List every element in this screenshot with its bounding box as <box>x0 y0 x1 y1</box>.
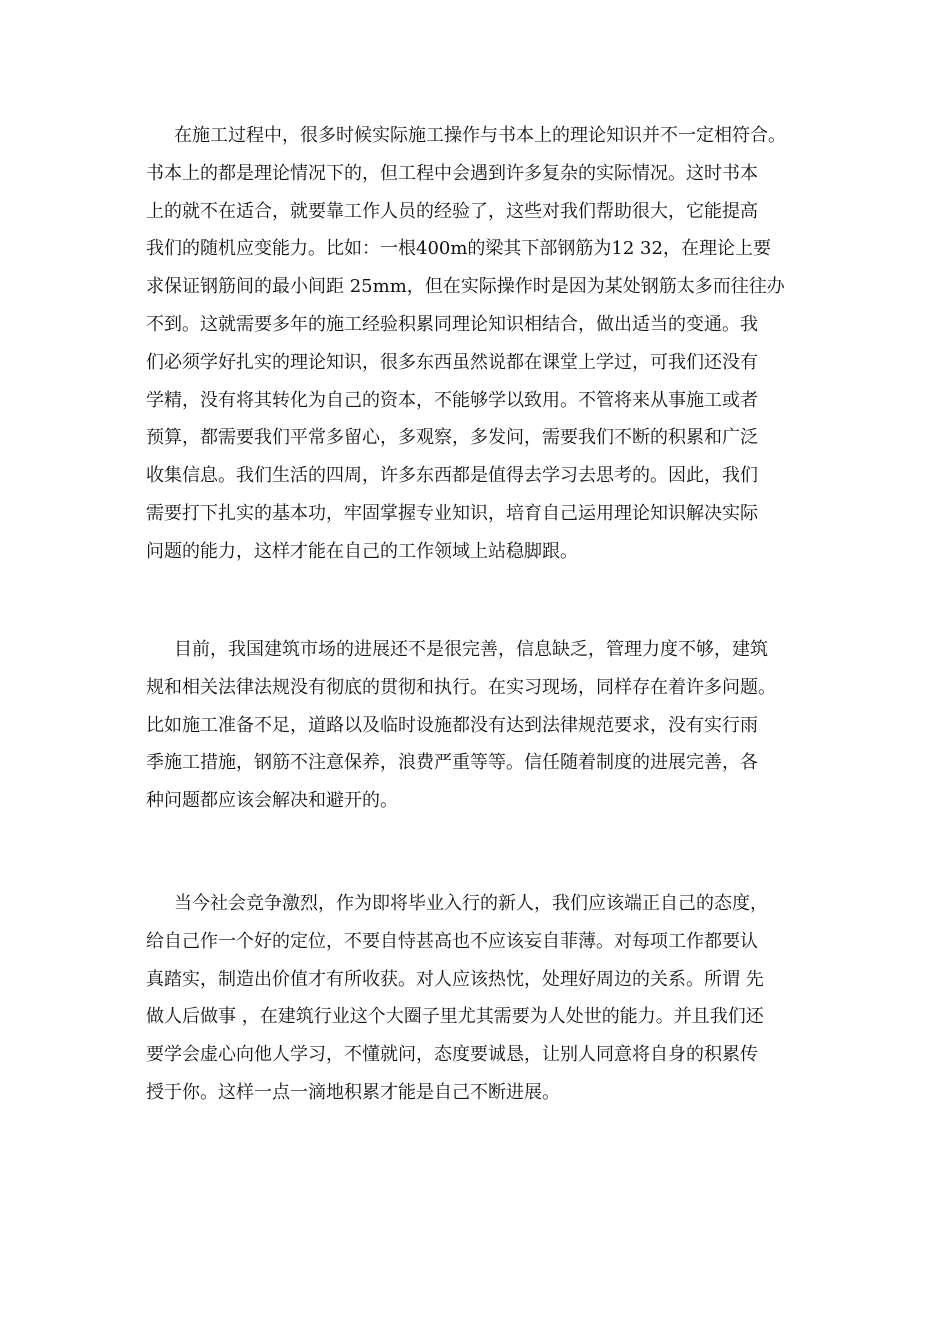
text-line: 问题的能力，这样才能在自己的工作领域上站稳脚跟。 <box>146 540 578 562</box>
text-line: 真踏实，制造出价值才有所收获。对人应该热忱，处理好周边的关系。所谓 先 <box>146 968 764 990</box>
text-line: 们必须学好扎实的理论知识，很多东西虽然说都在课堂上学过，可我们还没有 <box>146 351 758 373</box>
text-line: 求保证钢筋间的最小间距 25mm，但在实际操作时是因为某处钢筋太多而往往办 <box>146 276 785 298</box>
body-paragraph <box>146 631 836 820</box>
text-line: 上的就不在适合，就要靠工作人员的经验了，这些对我们帮助很大，它能提高 <box>146 200 758 222</box>
text-line: 做人后做事 ，在建筑行业这个大圈子里尤其需要为人处世的能力。并且我们还 <box>146 1006 764 1028</box>
text-line: 学精，没有将其转化为自己的资本，不能够学以致用。不管将来从事施工或者 <box>146 389 758 411</box>
body-paragraph <box>146 885 836 1112</box>
text-line: 收集信息。我们生活的四周，许多东西都是值得去学习去思考的。因此，我们 <box>146 465 758 487</box>
text-line: 给自己作一个好的定位，不要自恃甚高也不应该妄自菲薄。对每项工作都要认 <box>146 930 758 952</box>
text-line: 规和相关法律法规没有彻底的贯彻和执行。在实习现场，同样存在着许多问题。 <box>146 676 776 698</box>
text-line: 不到。这就需要多年的施工经验积累同理论知识相结合，做出适当的变通。我 <box>146 313 758 335</box>
text-line: 种问题都应该会解决和避开的。 <box>146 790 398 812</box>
text-line: 要学会虚心向他人学习，不懂就问，态度要诚恳，让别人同意将自身的积累传 <box>146 1044 758 1066</box>
text-line: 当今社会竞争激烈，作为即将毕业入行的新人，我们应该端正自己的态度， <box>174 893 768 914</box>
text-line: 目前，我国建筑市场的进展还不是很完善，信息缺乏，管理力度不够，建筑 <box>174 639 768 660</box>
text-line: 需要打下扎实的基本功，牢固掌握专业知识，培育自己运用理论知识解决实际 <box>146 502 758 524</box>
text-line: 季施工措施，钢筋不注意保养，浪费严重等等。信任随着制度的进展完善，各 <box>146 752 758 774</box>
text-line: 在施工过程中，很多时候实际施工操作与书本上的理论知识并不一定相符合。 <box>174 125 786 146</box>
text-line: 授于你。这样一点一滴地积累才能是自己不断进展。 <box>146 1081 560 1103</box>
text-line: 预算，都需要我们平常多留心，多观察，多发问，需要我们不断的积累和广泛 <box>146 427 758 449</box>
text-line: 比如施工准备不足，道路以及临时设施都没有达到法律规范要求，没有实行雨 <box>146 714 758 736</box>
text-line: 我们的随机应变能力。比如：一根400m的梁其下部钢筋为12 32，在理论上要 <box>146 238 771 260</box>
body-paragraph <box>146 117 836 571</box>
text-line: 书本上的都是理论情况下的，但工程中会遇到许多复杂的实际情况。这时书本 <box>146 162 758 184</box>
